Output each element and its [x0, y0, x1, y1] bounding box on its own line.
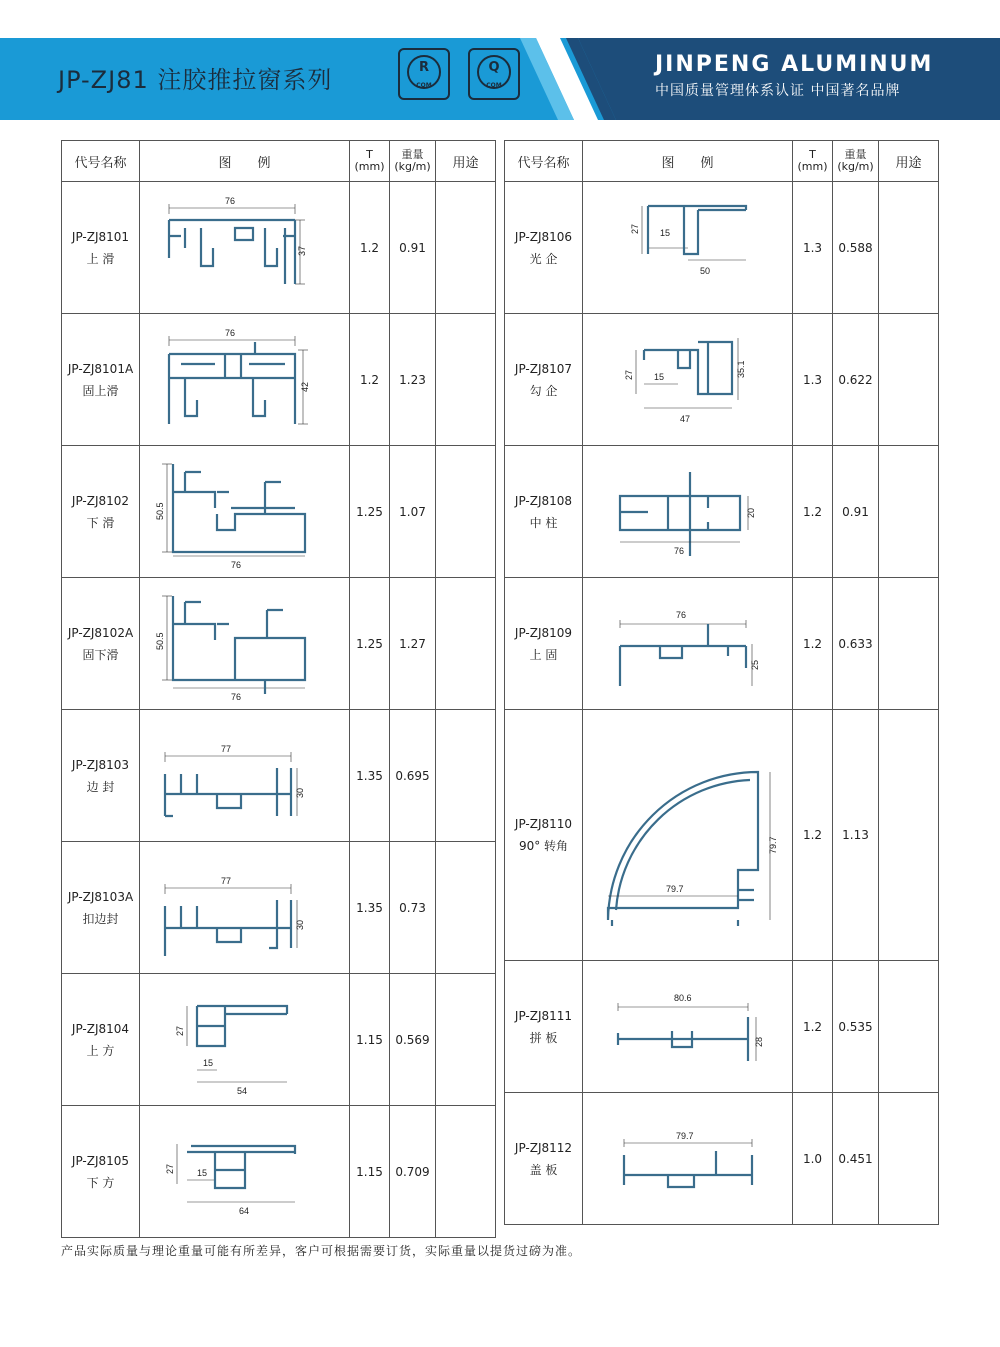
usage [436, 446, 496, 578]
table-row [505, 1093, 939, 1225]
svg-text:15: 15 [202, 1057, 213, 1068]
col-figure: 图 例 [140, 141, 350, 182]
profile-code: JP-ZJ8105 下 方 [62, 1106, 140, 1238]
profile-code: JP-ZJ8107 勾 企 [505, 314, 583, 446]
table-row [62, 314, 496, 446]
svg-text:27: 27 [164, 1163, 175, 1174]
svg-text:30: 30 [294, 787, 305, 798]
svg-text:79.7: 79.7 [675, 1130, 694, 1141]
svg-text:50.5: 50.5 [154, 631, 165, 650]
usage [436, 314, 496, 446]
profile-code: JP-ZJ8104 上 方 [62, 974, 140, 1106]
svg-text:79.7: 79.7 [767, 836, 778, 854]
weight: 0.588 [833, 182, 879, 314]
profile-code: JP-ZJ8101A 固上滑 [62, 314, 140, 446]
svg-text:50.5: 50.5 [154, 501, 165, 520]
col-usage: 用途 [879, 141, 939, 182]
svg-text:27: 27 [174, 1025, 185, 1036]
thickness: 1.3 [793, 314, 833, 446]
col-code: 代号名称 [62, 141, 140, 182]
profile-code: JP-ZJ8109 上 固 [505, 578, 583, 710]
thickness: 1.2 [793, 961, 833, 1093]
brand-subtitle: 中国质量管理体系认证 中国著名品牌 [655, 83, 901, 99]
cert-r-icon: R CQM [398, 48, 450, 100]
svg-text:15: 15 [659, 227, 670, 238]
profile-drawing [140, 182, 350, 314]
profile-code: JP-ZJ8101 上 滑 [62, 182, 140, 314]
profile-drawing [140, 710, 350, 842]
usage [436, 578, 496, 710]
weight: 0.91 [833, 446, 879, 578]
table-row [505, 578, 939, 710]
thickness: 1.2 [793, 446, 833, 578]
table-row [62, 182, 496, 314]
profile-drawing [140, 314, 350, 446]
profile-drawing [583, 710, 793, 961]
col-t: T (mm) [350, 141, 390, 182]
svg-text:76: 76 [224, 327, 235, 338]
weight: 0.695 [390, 710, 436, 842]
profile-code: JP-ZJ8102A 固下滑 [62, 578, 140, 710]
profile-code: JP-ZJ8108 中 柱 [505, 446, 583, 578]
usage [879, 1093, 939, 1225]
weight: 1.23 [390, 314, 436, 446]
table-row [62, 578, 496, 710]
cert-q-icon: Q CQM [468, 48, 520, 100]
table-row [62, 446, 496, 578]
svg-text:76: 76 [673, 545, 684, 556]
col-figure: 图 例 [583, 141, 793, 182]
table-row [505, 961, 939, 1093]
svg-text:54: 54 [236, 1085, 247, 1096]
svg-text:76: 76 [230, 691, 241, 702]
profile-drawing [583, 182, 793, 314]
svg-text:25: 25 [749, 659, 760, 670]
profile-code: JP-ZJ8111 拼 板 [505, 961, 583, 1093]
profile-code: JP-ZJ8103A 扣边封 [62, 842, 140, 974]
usage [879, 578, 939, 710]
thickness: 1.35 [350, 842, 390, 974]
table-row [62, 1106, 496, 1238]
weight: 0.709 [390, 1106, 436, 1238]
profile-drawing [140, 1106, 350, 1238]
thickness: 1.15 [350, 974, 390, 1106]
usage [879, 446, 939, 578]
thickness: 1.2 [350, 182, 390, 314]
weight: 1.07 [390, 446, 436, 578]
profile-drawing [583, 1093, 793, 1225]
table-row [505, 314, 939, 446]
profile-drawing [583, 446, 793, 578]
svg-text:79.7: 79.7 [665, 884, 684, 894]
col-weight: 重量 (kg/m) [833, 141, 879, 182]
usage [436, 710, 496, 842]
table-header-row [62, 141, 496, 182]
col-weight: 重量 (kg/m) [390, 141, 436, 182]
profile-code: JP-ZJ8103 边 封 [62, 710, 140, 842]
table-row [62, 842, 496, 974]
svg-text:77: 77 [220, 743, 231, 754]
svg-text:76: 76 [675, 609, 686, 620]
thickness: 1.15 [350, 1106, 390, 1238]
page-title: JP-ZJ81 注胶推拉窗系列 [58, 66, 333, 94]
profile-code: JP-ZJ8102 下 滑 [62, 446, 140, 578]
weight: 1.27 [390, 578, 436, 710]
svg-text:64: 64 [238, 1205, 249, 1216]
thickness: 1.2 [793, 578, 833, 710]
thickness: 1.2 [350, 314, 390, 446]
weight: 0.451 [833, 1093, 879, 1225]
weight: 0.73 [390, 842, 436, 974]
svg-text:27: 27 [629, 223, 640, 234]
thickness: 1.2 [793, 710, 833, 961]
weight: 0.569 [390, 974, 436, 1106]
thickness: 1.0 [793, 1093, 833, 1225]
svg-text:76: 76 [224, 195, 235, 206]
table-header-row [505, 141, 939, 182]
weight: 0.91 [390, 182, 436, 314]
profile-code: JP-ZJ8106 光 企 [505, 182, 583, 314]
table-row [505, 446, 939, 578]
usage [879, 182, 939, 314]
table-row [62, 710, 496, 842]
table-row [62, 974, 496, 1106]
weight: 0.633 [833, 578, 879, 710]
usage [436, 1106, 496, 1238]
usage [436, 182, 496, 314]
svg-text:50: 50 [699, 265, 710, 276]
svg-text:35.1: 35.1 [735, 359, 746, 378]
right-profile-table [504, 140, 939, 1225]
weight: 1.13 [833, 710, 879, 961]
thickness: 1.35 [350, 710, 390, 842]
profile-code: JP-ZJ8110 90° 转角 [505, 710, 583, 961]
svg-text:42: 42 [299, 381, 310, 392]
footnote: 产品实际质量与理论重量可能有所差异，客户可根据需要订货，实际重量以提货过磅为准。 [61, 1244, 582, 1258]
profile-code: JP-ZJ8112 盖 板 [505, 1093, 583, 1225]
profile-drawing [583, 961, 793, 1093]
col-usage: 用途 [436, 141, 496, 182]
table-row [505, 182, 939, 314]
svg-text:80.6: 80.6 [673, 992, 692, 1003]
weight: 0.535 [833, 961, 879, 1093]
thickness: 1.3 [793, 182, 833, 314]
col-code: 代号名称 [505, 141, 583, 182]
svg-text:30: 30 [294, 919, 305, 930]
profile-drawing [140, 842, 350, 974]
thickness: 1.25 [350, 578, 390, 710]
svg-text:15: 15 [196, 1167, 207, 1178]
svg-text:15: 15 [653, 371, 664, 382]
svg-text:28: 28 [753, 1036, 764, 1047]
svg-text:37: 37 [296, 245, 307, 256]
profile-drawing [583, 314, 793, 446]
usage [879, 961, 939, 1093]
profile-drawing [583, 578, 793, 710]
left-profile-table [61, 140, 496, 1238]
profile-drawing [140, 974, 350, 1106]
svg-text:27: 27 [623, 369, 634, 380]
profile-drawing [140, 578, 350, 710]
svg-text:47: 47 [679, 413, 690, 424]
usage [879, 314, 939, 446]
usage [436, 974, 496, 1106]
weight: 0.622 [833, 314, 879, 446]
brand-name: JINPENG ALUMINUM [655, 52, 934, 77]
usage [879, 710, 939, 961]
svg-text:76: 76 [230, 559, 241, 570]
svg-text:77: 77 [220, 875, 231, 886]
usage [436, 842, 496, 974]
col-t: T (mm) [793, 141, 833, 182]
thickness: 1.25 [350, 446, 390, 578]
profile-drawing [140, 446, 350, 578]
svg-text:20: 20 [745, 507, 756, 518]
